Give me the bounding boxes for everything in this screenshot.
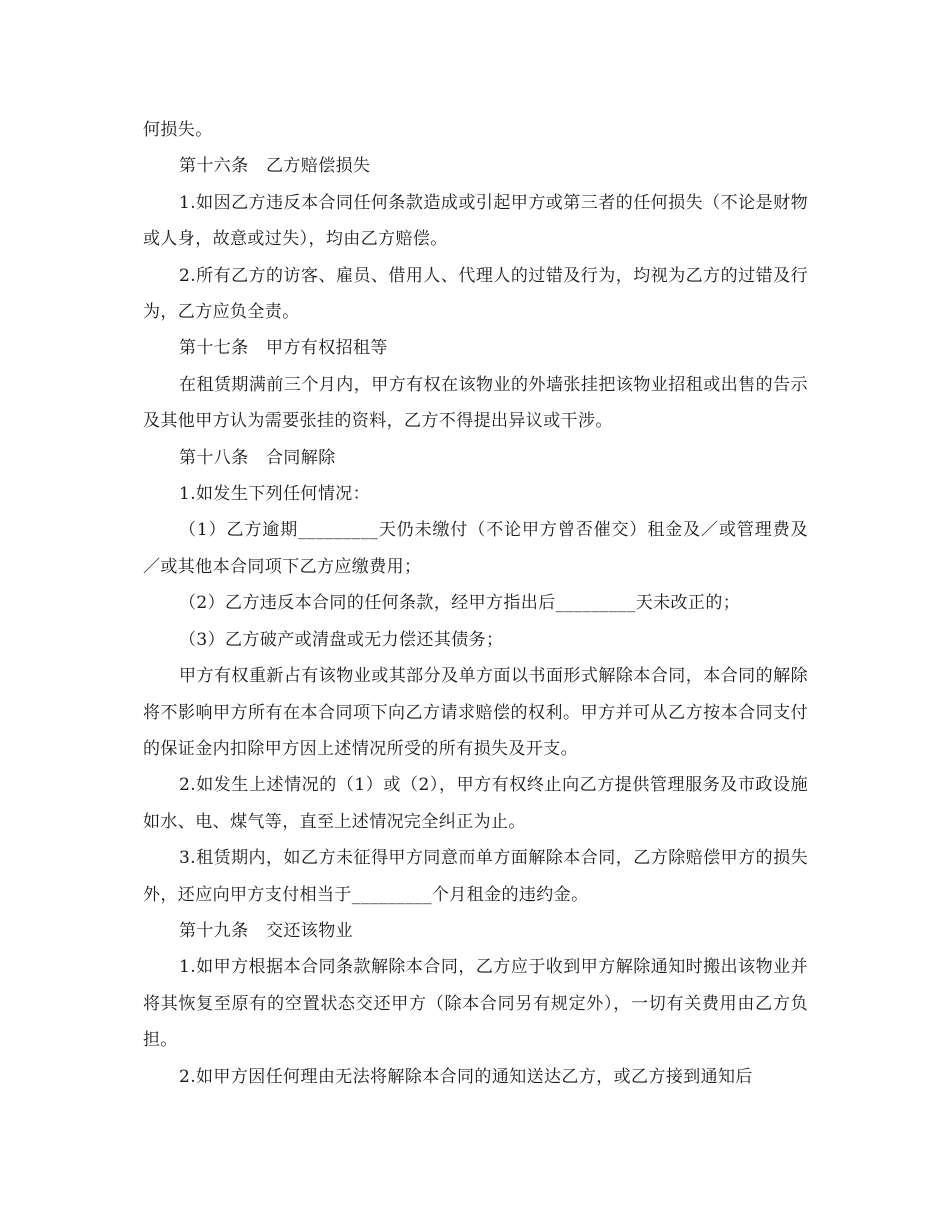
article-18-clause-2: 2.如发生上述情况的（1）或（2），甲方有权终止向乙方提供管理服务及市政设施如水、电、煤气等，直至上述情况完全纠正为止。: [143, 775, 808, 832]
paragraph-continuation: 何损失。: [143, 120, 213, 140]
article-19-heading: 第十九条 交还该物业: [179, 920, 353, 941]
article-18-item-2: （2）乙方违反本合同的任何条款，经甲方指出后_________天未改正的；: [179, 593, 741, 614]
article-17-heading: 第十七条 甲方有权招租等: [179, 338, 388, 359]
article-19-clause-1: 1.如甲方根据本合同条款解除本合同，乙方应于收到甲方解除通知时搬出该物业并将其恢复至原有的空置状态交还甲方（除本合同另有规定外），一切有关费用由乙方负担。: [143, 957, 808, 1051]
article-16-clause-2: 2.所有乙方的访客、雇员、借用人、代理人的过错及行为，均视为乙方的过错及行为，乙方应负全责。: [143, 265, 808, 323]
article-17-body: 在租赁期满前三个月内，甲方有权在该物业的外墙张挂把该物业招租或出售的告示及其他甲方认为需要张挂的资料，乙方不得提出异议或干涉。: [143, 374, 808, 432]
article-16-clause-1: 1.如因乙方违反本合同任何条款造成或引起甲方或第三者的任何损失（不论是财物或人身，故意或过失），均由乙方赔偿。: [143, 192, 808, 250]
article-16-heading: 第十六条 乙方赔偿损失: [179, 156, 371, 177]
article-19-clause-2: 2.如甲方因任何理由无法将解除本合同的通知送达乙方，或乙方接到通知后: [179, 1066, 753, 1087]
article-18-clause-1: 1.如发生下列任何情况：: [179, 484, 371, 505]
article-18-item-1: （1）乙方逾期_________天仍未缴付（不论甲方曾否催交）租金及／或管理费及／或其他本合同项下乙方应缴费用；: [143, 520, 808, 577]
document-body: [143, 112, 808, 1095]
article-18-item-3: （3）乙方破产或清盘或无力偿还其债务；: [179, 629, 504, 650]
article-18-heading: 第十八条 合同解除: [179, 447, 336, 468]
article-18-consequence: 甲方有权重新占有该物业或其部分及单方面以书面形式解除本合同，本合同的解除将不影响甲方所有在本合同项下向乙方请求赔偿的权利。甲方并可从乙方按本合同支付的保证金内扣除甲方因上述情况所受的所有损失及开支。: [143, 666, 808, 759]
article-18-clause-3: 3.租赁期内，如乙方未征得甲方同意而单方面解除本合同，乙方除赔偿甲方的损失外，还应向甲方支付相当于_________个月租金的违约金。: [143, 848, 808, 905]
